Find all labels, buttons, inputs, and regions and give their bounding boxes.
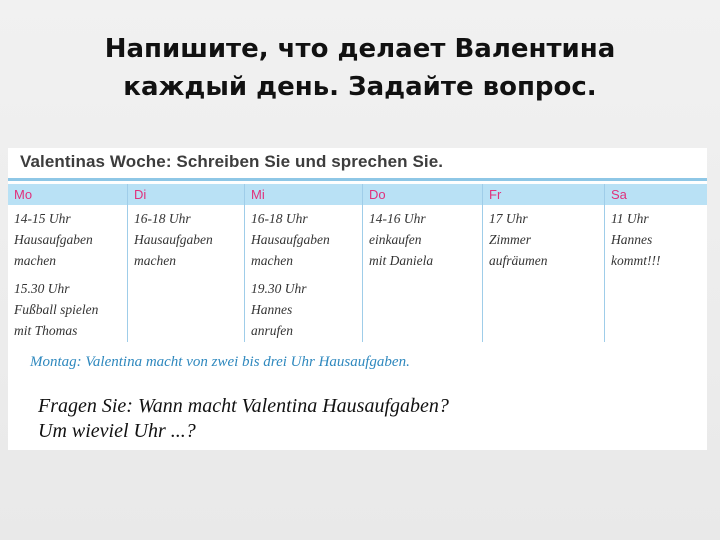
schedule-entry: 19.30 Uhr Hannes anrufen	[251, 281, 307, 338]
schedule-entry: 14-15 Uhr Hausaufgaben machen	[14, 211, 93, 268]
exercise-heading: Valentinas Woche: Schreiben Sie und sprechen Sie.	[20, 152, 444, 171]
example-sentence: Montag: Valentina macht von zwei bis drei Uhr Hausaufgaben.	[30, 354, 410, 370]
task-line-2: Um wieviel Uhr ...?	[38, 420, 196, 442]
day-column-saturday	[604, 184, 707, 342]
schedule-entry: 17 Uhr Zimmer aufräumen	[489, 211, 548, 268]
slide-title	[0, 30, 720, 106]
day-header-monday: Mo	[8, 184, 127, 205]
schedule-entry: 16-18 Uhr Hausaufgaben machen	[251, 211, 330, 268]
day-header-wednesday: Mi	[245, 184, 362, 205]
exercise-card	[8, 148, 707, 450]
day-header-tuesday: Di	[128, 184, 244, 205]
day-column-monday	[8, 184, 127, 342]
schedule-entry: 11 Uhr Hannes kommt!!!	[611, 211, 661, 268]
schedule-entry: 16-18 Uhr Hausaufgaben machen	[134, 211, 213, 268]
day-header-thursday: Do	[363, 184, 482, 205]
day-header-friday: Fr	[483, 184, 604, 205]
heading-divider	[8, 178, 707, 181]
day-header-saturday: Sa	[605, 184, 707, 205]
weekly-schedule-table	[8, 184, 707, 342]
slide-title-line-1: Напишите, что делает Валентина	[104, 34, 616, 64]
day-column-wednesday	[244, 184, 362, 342]
day-column-thursday	[362, 184, 482, 342]
day-column-tuesday	[127, 184, 244, 342]
task-instruction	[38, 394, 449, 444]
day-column-friday	[482, 184, 604, 342]
slide-title-line-2: каждый день. Задайте вопрос.	[123, 72, 597, 102]
schedule-entry: 15.30 Uhr Fußball spielen mit Thomas	[14, 281, 99, 338]
task-line-1: Fragen Sie: Wann macht Valentina Hausaufgaben?	[38, 395, 449, 417]
schedule-entry: 14-16 Uhr einkaufen mit Daniela	[369, 211, 434, 268]
